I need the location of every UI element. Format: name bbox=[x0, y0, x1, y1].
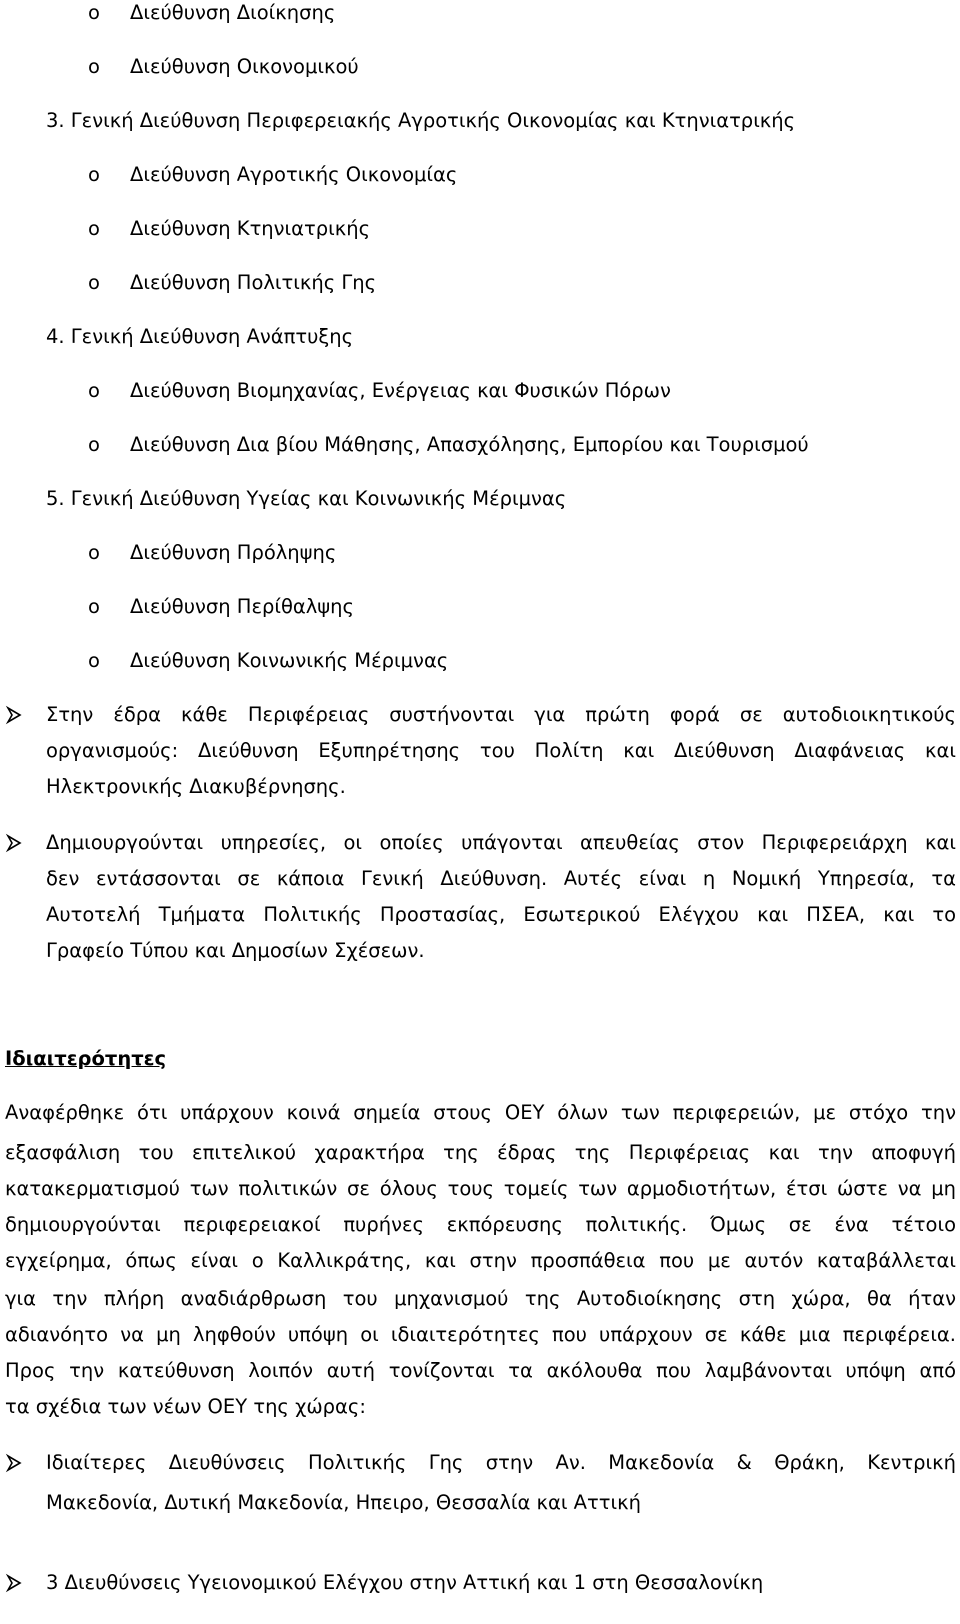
paragraph-line: τα σχέδια των νέων ΟΕΥ της χώρας: bbox=[5, 1395, 366, 1418]
bullet-text-line: οργανισμούς: Διεύθυνση Εξυπηρέτησης του Πολίτη και Διεύθυνση Διαφάνειας και bbox=[46, 739, 956, 762]
bullet-text-line: Γραφείο Τύπου και Δημοσίων Σχέσεων. bbox=[46, 939, 425, 962]
bullet-o-icon: o bbox=[88, 595, 100, 618]
paragraph-line: εξασφάλιση του επιτελικού χαρακτήρα της έδρας της Περιφέρειας και την αποφυγή bbox=[5, 1141, 956, 1164]
bullet-text-line: Αυτοτελή Τμήματα Πολιτικής Προστασίας, Εσωτερικού Ελέγχου και ΠΣΕΑ, και το bbox=[46, 903, 956, 926]
bullet-text-line: Δημιουργούνται υπηρεσίες, οι οποίες υπάγονται απευθείας στον Περιφερειάρχη και bbox=[46, 831, 956, 854]
bullet-o-icon: o bbox=[88, 541, 100, 564]
paragraph-line: αδιανόητο να μη ληφθούν υπόψη οι ιδιαιτερότητες που υπάρχουν σε κάθε μια περιφέρεια. bbox=[5, 1323, 956, 1346]
paragraph-line: εγχείρημα, όπως είναι ο Καλλικράτης, και στην προσπάθεια που με αυτόν καταβάλλεται bbox=[5, 1249, 956, 1272]
arrow-bullet-icon bbox=[4, 830, 28, 856]
bullet-o-icon: o bbox=[88, 271, 100, 294]
bullet-o-icon: o bbox=[88, 217, 100, 240]
paragraph-line: κατακερματισμού των πολιτικών σε όλους τους τομείς των αρμοδιοτήτων, έτσι ώστε να μη bbox=[5, 1177, 956, 1200]
bullet-o-icon: o bbox=[88, 163, 100, 186]
list-item: Διεύθυνση Περίθαλψης bbox=[130, 595, 354, 618]
bullet-o-icon: o bbox=[88, 379, 100, 402]
bullet-text-line: 3 Διευθύνσεις Υγειονομικού Ελέγχου στην Αττική και 1 στη Θεσσαλονίκη bbox=[46, 1571, 764, 1594]
bullet-o-icon: o bbox=[88, 649, 100, 672]
section-heading: 4. Γενική Διεύθυνση Ανάπτυξης bbox=[46, 325, 354, 348]
bullet-text-line: Στην έδρα κάθε Περιφέρειας συστήνονται για πρώτη φορά σε αυτοδιοικητικούς bbox=[46, 703, 956, 726]
bullet-o-icon: o bbox=[88, 55, 100, 78]
list-item: Διεύθυνση Πρόληψης bbox=[130, 541, 337, 564]
list-item: Διεύθυνση Κοινωνικής Μέριμνας bbox=[130, 649, 449, 672]
section-heading: 3. Γενική Διεύθυνση Περιφερειακής Αγροτικής Οικονομίας και Κτηνιατρικής bbox=[46, 109, 796, 132]
list-item: Διεύθυνση Αγροτικής Οικονομίας bbox=[130, 163, 458, 186]
bullet-o-icon: o bbox=[88, 1, 100, 24]
list-item: Διεύθυνση Δια βίου Μάθησης, Απασχόλησης, Εμπορίου και Τουρισμού bbox=[130, 433, 809, 456]
arrow-bullet-icon bbox=[4, 1570, 28, 1596]
bullet-text-line: Μακεδονία, Δυτική Μακεδονία, Ηπειρο, Θεσσαλία και Αττική bbox=[46, 1491, 641, 1514]
list-item: Διεύθυνση Οικονομικού bbox=[130, 55, 359, 78]
list-item: Διεύθυνση Βιομηχανίας, Ενέργειας και Φυσικών Πόρων bbox=[130, 379, 671, 402]
paragraph-line: Προς την κατεύθυνση λοιπόν αυτή τονίζονται τα ακόλουθα που λαμβάνονται υπόψη από bbox=[5, 1359, 956, 1382]
section-heading: 5. Γενική Διεύθυνση Υγείας και Κοινωνικής Μέριμνας bbox=[46, 487, 567, 510]
bullet-text-line: Ιδιαίτερες Διευθύνσεις Πολιτικής Γης στην Αν. Μακεδονία & Θράκη, Κεντρική bbox=[46, 1451, 956, 1474]
bullet-text-line: δεν εντάσσονται σε κάποια Γενική Διεύθυνση. Αυτές είναι η Νομική Υπηρεσία, τα bbox=[46, 867, 956, 890]
list-item: Διεύθυνση Κτηνιατρικής bbox=[130, 217, 371, 240]
arrow-bullet-icon bbox=[4, 1450, 28, 1476]
bullet-o-icon: o bbox=[88, 433, 100, 456]
paragraph-line: Αναφέρθηκε ότι υπάρχουν κοινά σημεία στους ΟΕΥ όλων των περιφερειών, με στόχο την bbox=[5, 1101, 956, 1124]
list-item: Διεύθυνση Πολιτικής Γης bbox=[130, 271, 377, 294]
list-item: Διεύθυνση Διοίκησης bbox=[130, 1, 336, 24]
paragraph-line: για την πλήρη αναδιάρθρωση του μηχανισμού της Αυτοδιοίκησης στη χώρα, θα ήταν bbox=[5, 1287, 956, 1310]
bullet-text-line: Ηλεκτρονικής Διακυβέρνησης. bbox=[46, 775, 346, 798]
arrow-bullet-icon bbox=[4, 702, 28, 728]
section-title: Ιδιαιτερότητες bbox=[5, 1047, 167, 1070]
paragraph-line: δημιουργούνται περιφερειακοί πυρήνες εκπόρευσης πολιτικής. Όμως σε ένα τέτοιο bbox=[5, 1213, 956, 1236]
